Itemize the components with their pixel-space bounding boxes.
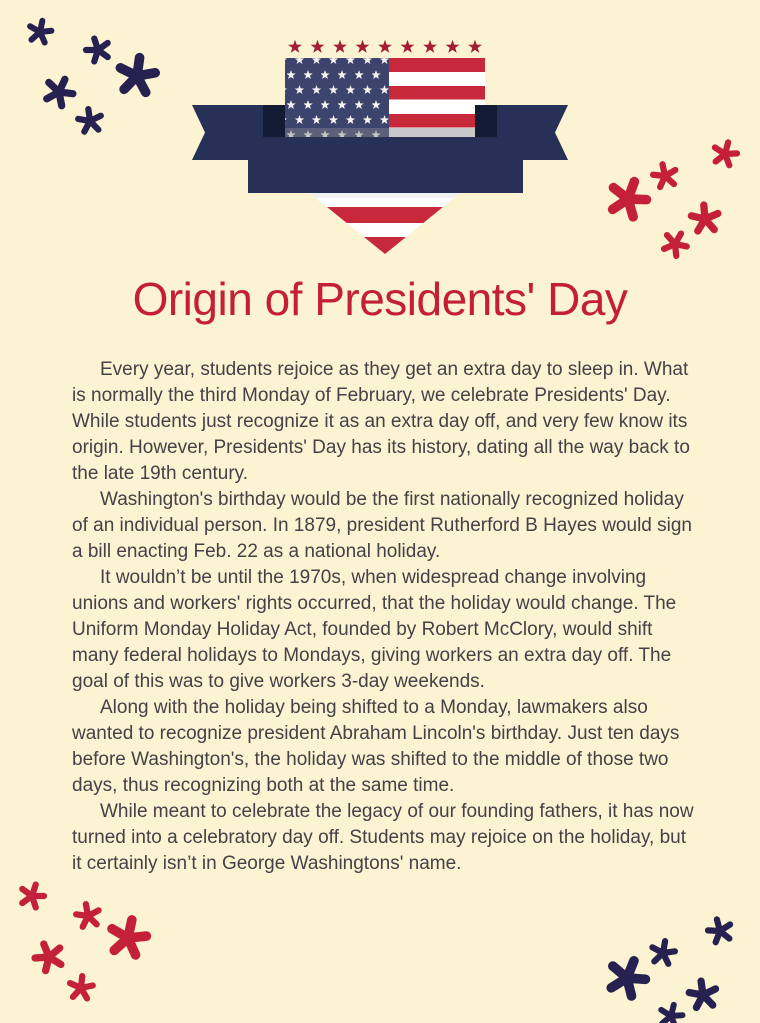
doodle-star-icon (118, 55, 157, 93)
doodle-star-icon (69, 975, 94, 999)
doodle-star-icon (605, 954, 650, 998)
doodle-star-icon (83, 35, 111, 63)
doodle-star-icon (691, 204, 720, 232)
paragraph-origin-intro: Every year, students rejoice as they get an extra day to sleep in. What is normally the third Monday of February, we celebrate Presidents' Day. While students just recognize it as an extra day off, and very few know its origin. However, Presidents' Day has its history, dating all the way back to the late 19th century. (72, 359, 690, 484)
presidents-day-flag-badge-icon (185, 38, 575, 256)
doodle-star-icon (688, 979, 718, 1008)
article-body (72, 357, 698, 877)
doodle-star-icon (27, 18, 53, 43)
doodle-star-icon (651, 162, 678, 188)
doodle-star-icon (42, 74, 77, 108)
doodle-star-icon (18, 881, 46, 909)
doodle-star-icon (658, 1002, 684, 1023)
paragraph-uniform-monday-holiday-act: It wouldn’t be until the 1970s, when widespread change involving unions and workers' rights occurred, that the holiday would change. The Uniform Monday Holiday Act, founded by Robert McClory, would shift many federal holidays to Mondays, giving workers an extra day off. The goal of this was to give workers 3-day weekends. (72, 567, 677, 692)
doodle-star-icon (75, 902, 101, 927)
paragraph-lincoln-shift: Along with the holiday being shifted to a Monday, lawmakers also wanted to recognize president Abraham Lincoln's birthday. Just ten days before Washington's, the holiday was shifted to the middle of those two days, thus recognizing both at the same time. (72, 697, 680, 796)
page-title: Origin of Presidents' Day (132, 273, 628, 325)
doodle-star-icon (660, 228, 691, 258)
doodle-star-icon (108, 916, 149, 956)
doodle-star-icon (31, 939, 65, 972)
doodle-star-icon (650, 939, 676, 964)
doodle-star-icon (711, 139, 739, 166)
paragraph-conclusion: While meant to celebrate the legacy of our founding fathers, it has now turned into a celebratory day off. Students may rejoice on the holiday, but it certainly isn’t in George Washingtons' name. (72, 801, 694, 874)
paragraph-washingtons-birthday: Washington's birthday would be the first nationally recognized holiday of an individual person. In 1879, president Rutherford B Hayes would sign a bill enacting Feb. 22 as a national holiday. (72, 489, 692, 562)
doodle-star-icon (706, 916, 734, 943)
doodle-star-icon (606, 176, 650, 219)
star-row (288, 40, 482, 53)
ribbon-banner (248, 137, 523, 193)
doodle-star-icon (77, 108, 103, 133)
